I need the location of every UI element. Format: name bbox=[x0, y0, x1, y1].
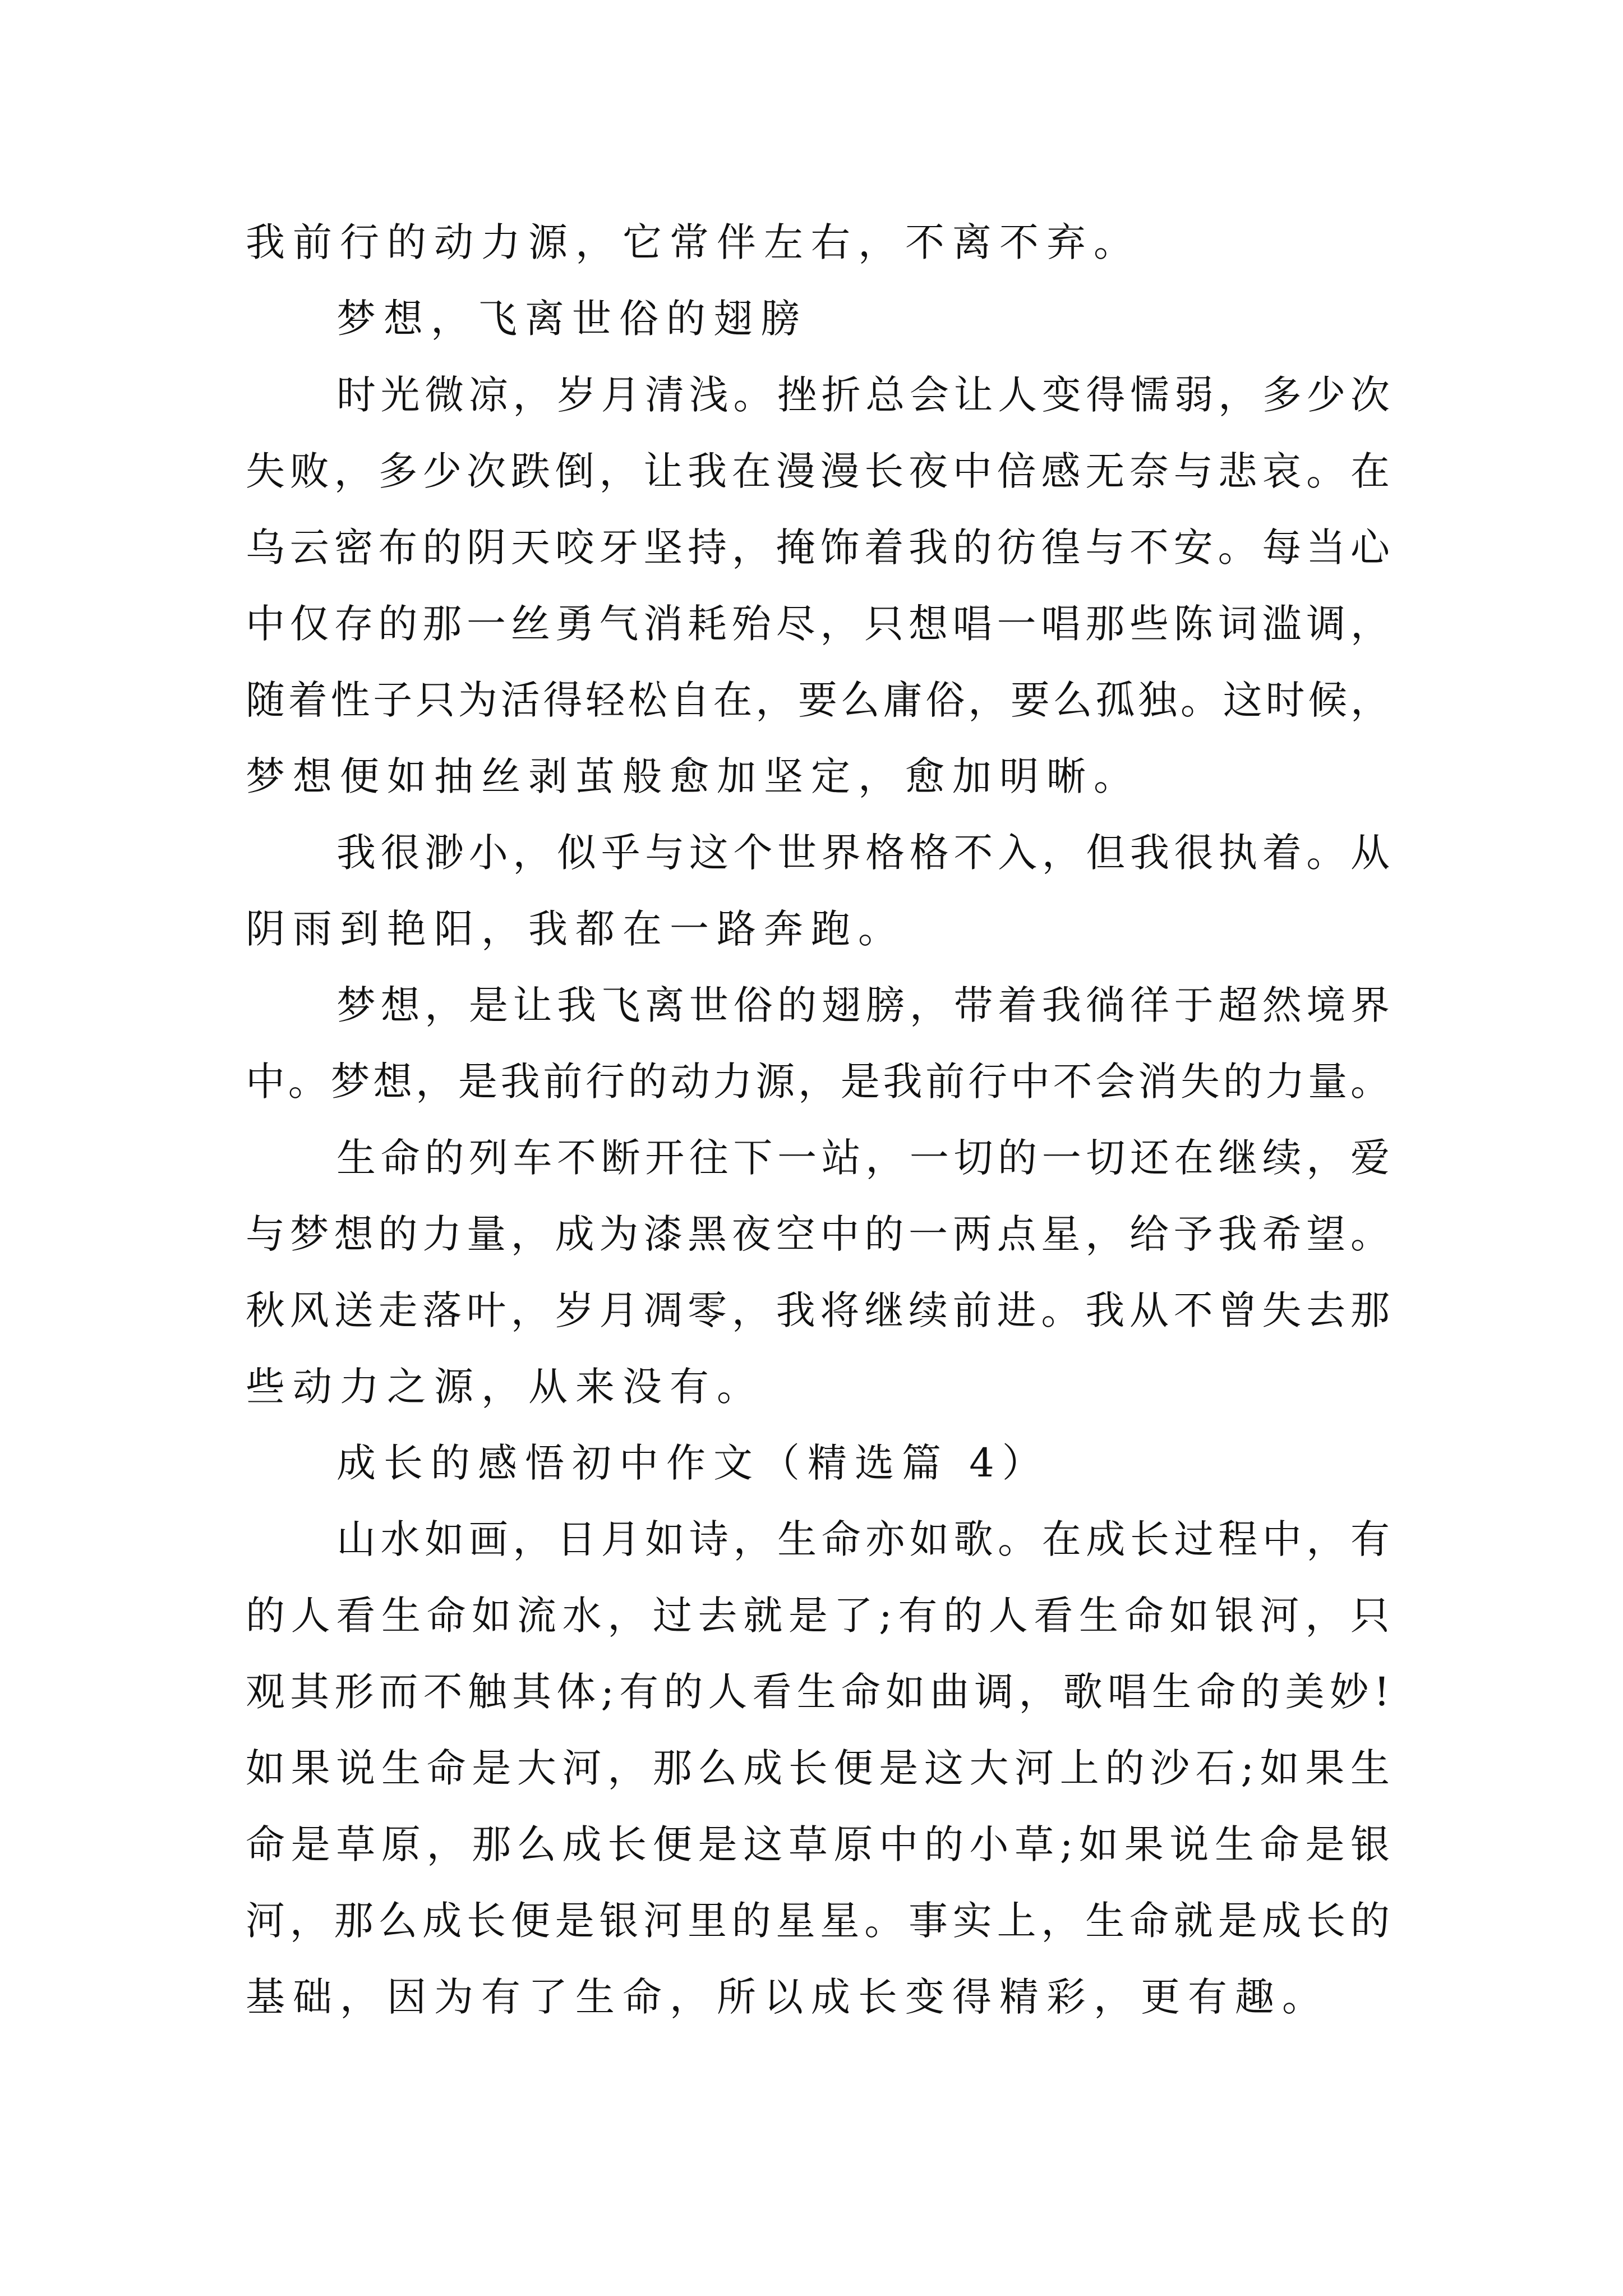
text-line: 如果说生命是大河，那么成长便是这大河上的沙石;如果生 bbox=[246, 1745, 1390, 1791]
text-line: 中。梦想，是我前行的动力源，是我前行中不会消失的力量。 bbox=[246, 1059, 1390, 1105]
text-line: 梦想，是让我飞离世俗的翅膀，带着我徜徉于超然境界 bbox=[336, 982, 1390, 1028]
text-line: 梦想便如抽丝剥茧般愈加坚定，愈加明晰。 bbox=[246, 753, 1141, 799]
text-line: 基础，因为有了生命，所以成长变得精彩，更有趣。 bbox=[246, 1974, 1329, 2020]
section-heading: 梦想，飞离世俗的翅膀 bbox=[336, 296, 808, 342]
text-line: 河，那么成长便是银河里的星星。事实上，生命就是成长的 bbox=[246, 1898, 1390, 1944]
text-line: 时光微凉，岁月清浅。挫折总会让人变得懦弱，多少次 bbox=[336, 372, 1390, 418]
text-line: 的人看生命如流水，过去就是了;有的人看生命如银河，只 bbox=[246, 1593, 1390, 1639]
text-line: 中仅存的那一丝勇气消耗殆尽，只想唱一唱那些陈词滥调， bbox=[246, 601, 1390, 647]
text-line: 命是草原，那么成长便是这草原中的小草;如果说生命是银 bbox=[246, 1821, 1390, 1867]
text-line: 生命的列车不断开往下一站，一切的一切还在继续，爱 bbox=[336, 1135, 1390, 1181]
text-line: 些动力之源，从来没有。 bbox=[246, 1364, 764, 1410]
text-line: 失败，多少次跌倒，让我在漫漫长夜中倍感无奈与悲哀。在 bbox=[246, 448, 1390, 494]
text-line: 乌云密布的阴天咬牙坚持，掩饰着我的彷徨与不安。每当心 bbox=[246, 524, 1390, 570]
text-line: 阴雨到艳阳，我都在一路奔跑。 bbox=[246, 906, 905, 952]
text-line: 观其形而不触其体;有的人看生命如曲调，歌唱生命的美妙! bbox=[246, 1669, 1390, 1715]
text-line: 与梦想的力量，成为漆黑夜空中的一两点星，给予我希望。 bbox=[246, 1211, 1390, 1257]
text-line: 我很渺小，似乎与这个世界格格不入，但我很执着。从 bbox=[336, 830, 1390, 876]
text-line: 秋风送走落叶，岁月凋零，我将继续前进。我从不曾失去那 bbox=[246, 1287, 1390, 1333]
text-line: 山水如画，日月如诗，生命亦如歌。在成长过程中，有 bbox=[336, 1516, 1390, 1562]
text-line: 随着性子只为活得轻松自在，要么庸俗，要么孤独。这时候， bbox=[246, 677, 1390, 723]
text-line: 我前行的动力源，它常伴左右，不离不弃。 bbox=[246, 219, 1141, 265]
section-heading: 成长的感悟初中作文（精选篇 4） bbox=[336, 1440, 1049, 1486]
